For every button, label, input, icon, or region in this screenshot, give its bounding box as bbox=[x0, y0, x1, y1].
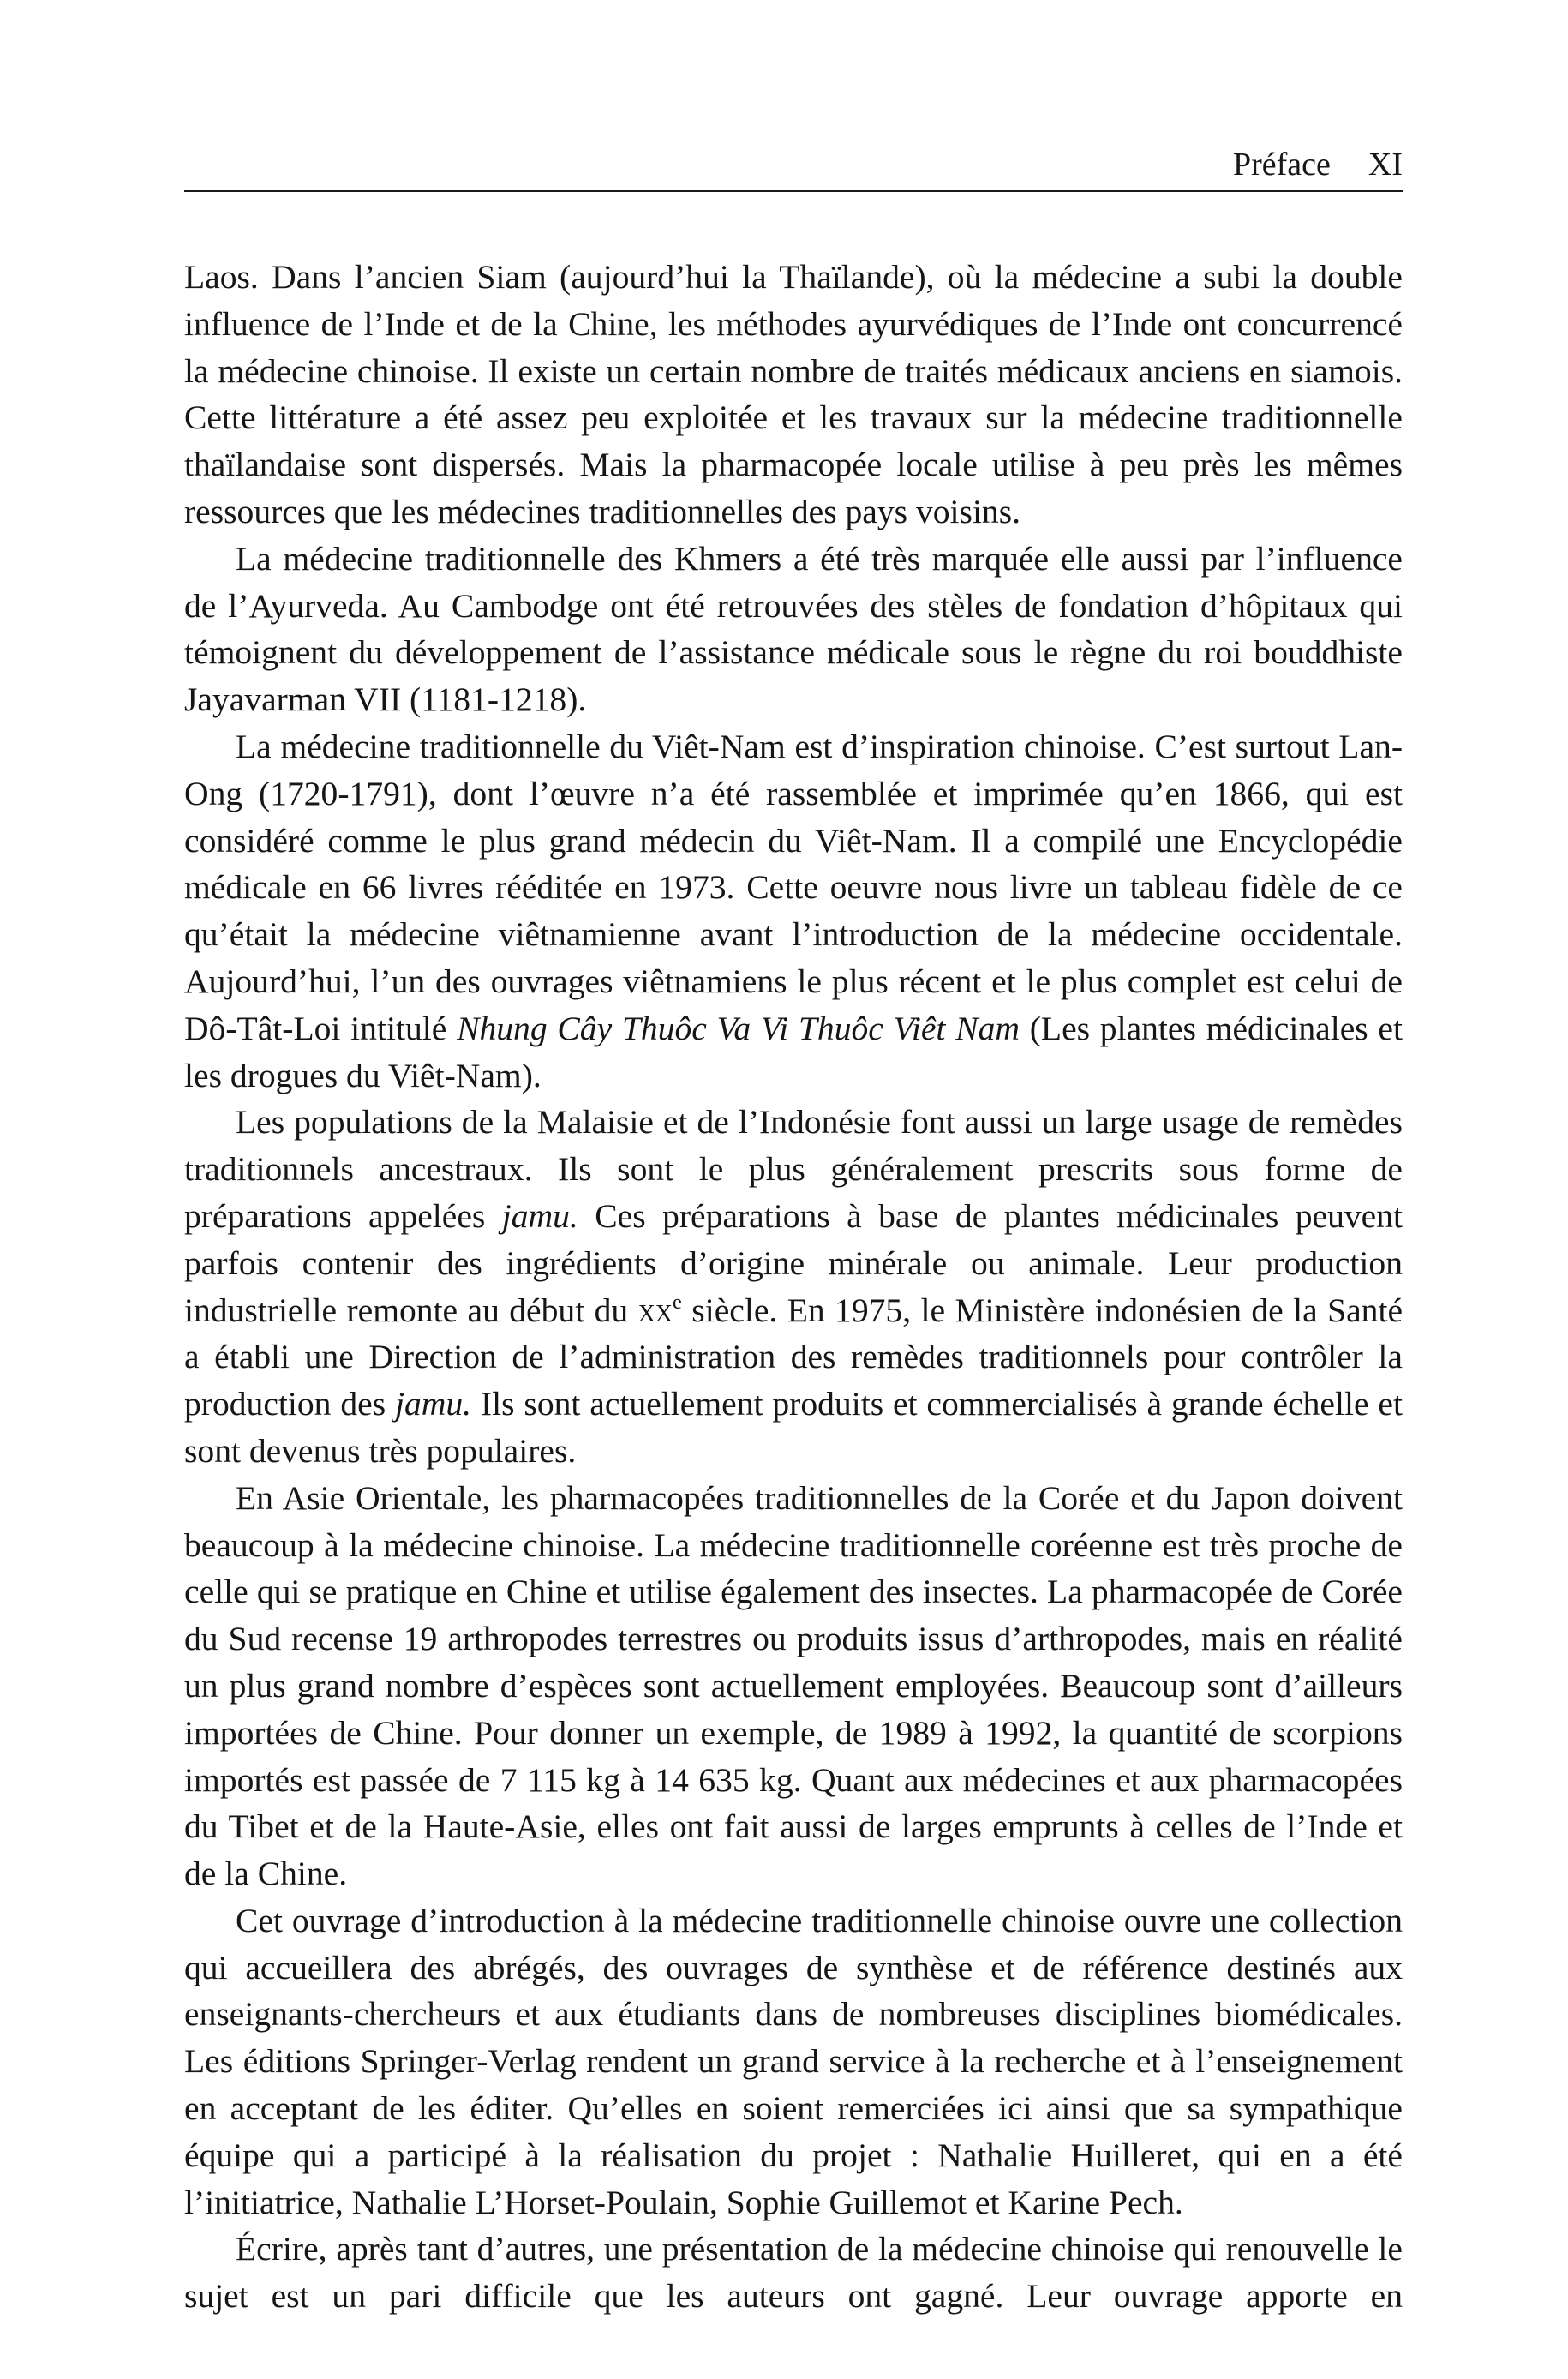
term-jamu: jamu. bbox=[501, 1196, 578, 1235]
paragraph-text: Ils sont actuellement produits et commercialisés à grande échelle et sont devenus très populaires. bbox=[184, 1385, 1403, 1470]
section-title: Préface bbox=[1232, 147, 1331, 183]
paragraph-text: Ces préparations à base de plantes médicinales peuvent parfois contenir des ingrédients d’origine minérale ou animale. Leur production industrielle remonte au début du bbox=[184, 1196, 1403, 1329]
century-suffix: e bbox=[673, 1290, 682, 1314]
paragraph-viet-nam bbox=[184, 723, 1403, 1099]
century-numeral: xx bbox=[637, 1291, 673, 1329]
paragraph-malaisie-indonesie bbox=[184, 1099, 1403, 1474]
paragraph-text: Les populations de la Malaisie et de l’Indonésie font aussi un large usage de remèdes traditionnels ancestraux. Ils sont le plus généralement prescrits sous forme de préparations appelées bbox=[184, 1103, 1403, 1235]
paragraph-text: siècle. En 1975, le Ministère indonésien de la Santé a établi une Direction de l’administration des remèdes traditionnels pour contrôler la production des bbox=[184, 1291, 1403, 1423]
paragraph-ecrire: Écrire, après tant d’autres, une présentation de la médecine chinoise qui renouvelle le sujet est un pari difficile que les auteurs ont gagné. Leur ouvrage apporte en bbox=[184, 2230, 1403, 2316]
term-jamu: jamu. bbox=[395, 1385, 472, 1423]
paragraph-asie-orientale: En Asie Orientale, les pharmacopées traditionnelles de la Corée et du Japon doivent beaucoup à la médecine chinoise. La médecine traditionnelle coréenne est très proche de celle qui se pratique en Chine et utilise également des insectes. La pharmacopée de Corée du Sud recense 19 arthropodes terrestres ou produits issus d’arthropodes, mais en réalité un plus grand nombre d’espèces sont actuellement employées. Beaucoup sont d’ailleurs importées de Chine. Pour donner un exemple, de 1989 à 1992, la quantité de scorpions importés est passée de 7 115 kg à 14 635 kg. Quant aux médecines et aux pharmacopées du Tibet et de la Haute-Asie, elles ont fait aussi de larges emprunts à celles de l’Inde et de la Chine. bbox=[184, 1478, 1403, 1893]
paragraph-ouvrage-collection: Cet ouvrage d’introduction à la médecine traditionnelle chinoise ouvre une collection qui accueillera des abrégés, des ouvrages de synthèse et de référence destinés aux enseignants-chercheurs et aux étudiants dans de nombreuses disciplines biomédicales. Les éditions Springer-Verlag rendent un grand service à la recherche et à l’enseignement en acceptant de les éditer. Qu’elles en soient remerciées ici ainsi que sa sympathique équipe qui a participé à la réalisation du projet : Nathalie Huilleret, qui en a été l’initiatrice, Nathalie L’Horset-Poulain, Sophie Guillemot et Karine Pech. bbox=[184, 1901, 1403, 2221]
paragraph-text: (Les plantes médicinales et les drogues du Viêt-Nam). bbox=[184, 1009, 1403, 1094]
paragraph-khmers: La médecine traditionnelle des Khmers a été très marquée elle aussi par l’influence de l’Ayurveda. Au Cambodge ont été retrouvées des stèles de fondation d’hôpitaux qui témoignent du développement de l’assistance médicale sous le règne du roi bouddhiste Jayavarman VII (1181-1218). bbox=[184, 539, 1403, 719]
paragraph-text: La médecine traditionnelle du Viêt-Nam est d’inspiration chinoise. C’est surtout Lan-Ong (1720-1791), dont l’œuvre n’a été rassemblée et imprimée qu’en 1866, qui est considéré comme le plus grand médecin du Viêt-Nam. Il a compilé une Encyclopédie médicale en 66 livres rééditée en 1973. Cette oeuvre nous livre un tableau fidèle de ce qu’était la médecine viêtnamienne avant l’introduction de la médecine occidentale. Aujourd’hui, l’un des ouvrages viêtnamiens le plus récent et le plus complet est celui de Dô-Tât-Loi intitulé bbox=[184, 727, 1403, 1047]
running-head bbox=[1233, 146, 1403, 183]
book-title: Nhung Cây Thuôc Va Vi Thuôc Viêt Nam bbox=[457, 1009, 1020, 1047]
page-number: XI bbox=[1368, 147, 1403, 183]
page-header bbox=[184, 137, 1403, 192]
body-text bbox=[184, 254, 1403, 2320]
paragraph-laos-siam: Laos. Dans l’ancien Siam (aujourd’hui la Thaïlande), où la médecine a subi la double influence de l’Inde et de la Chine, les méthodes ayurvédiques de l’Inde ont concurrencé la médecine chinoise. Il existe un certain nombre de traités médicaux anciens en siamois. Cette littérature a été assez peu exploitée et les travaux sur la médecine traditionnelle thaïlandaise sont dispersés. Mais la pharmacopée locale utilise à peu près les mêmes ressources que les médecines traditionnelles des pays voisins. bbox=[184, 258, 1403, 530]
